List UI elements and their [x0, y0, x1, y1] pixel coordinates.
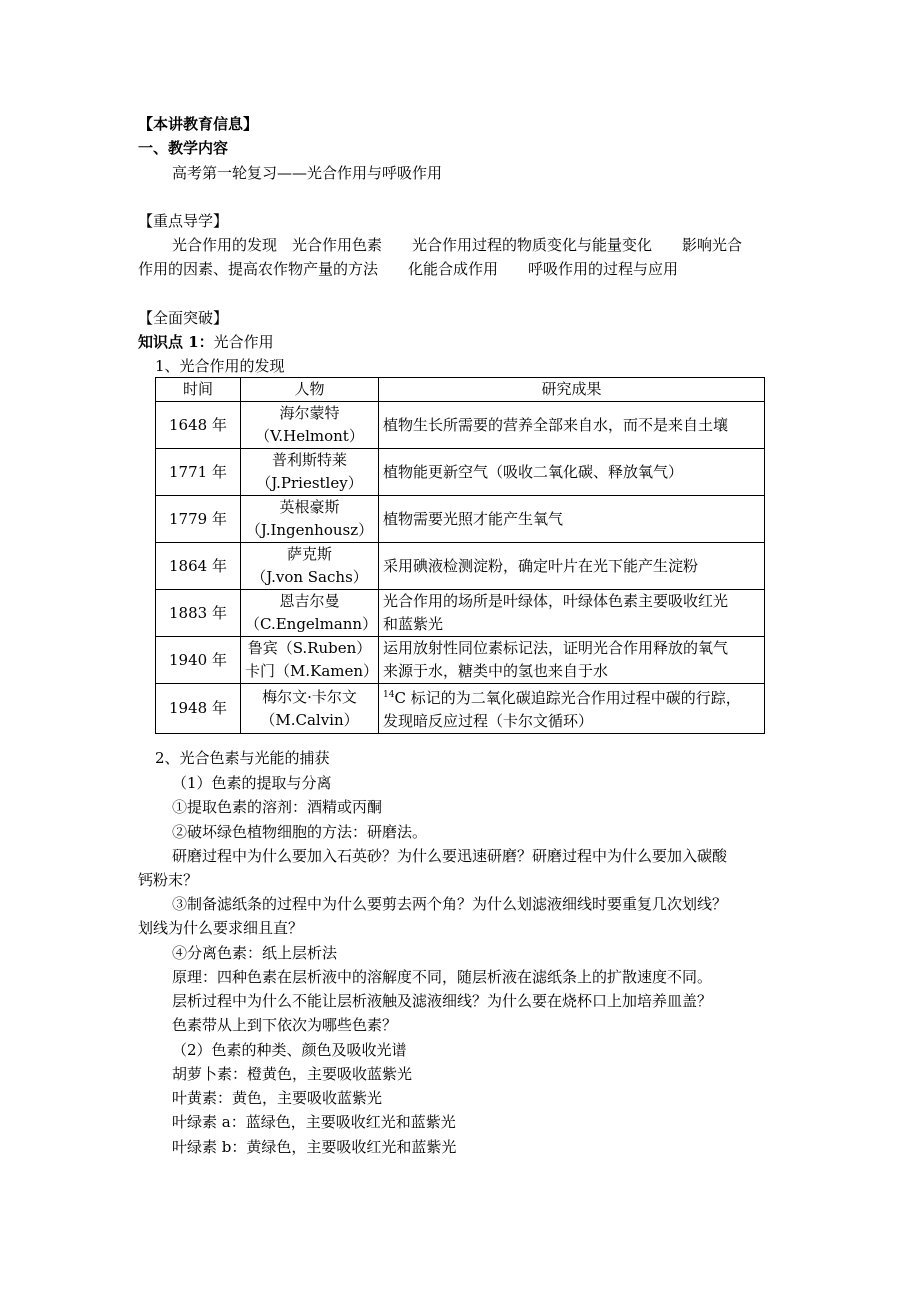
knowledge-point-text: 光合作用 — [213, 333, 274, 351]
person-cell: 恩吉尔曼 （C.Engelmann） — [241, 590, 379, 637]
pigment-step-3-line-2: 划线为什么要求细且直？ — [138, 919, 304, 937]
person-cell: 梅尔文·卡尔文 （M.Calvin） — [241, 684, 379, 734]
subsection-discovery: 1、光合作用的发现 — [155, 357, 285, 375]
table-row — [156, 449, 765, 496]
chlorophyll-a-line: 叶绿素 a：蓝绿色，主要吸收红光和蓝紫光 — [172, 1113, 456, 1131]
breakthrough-title: 【全面突破】 — [138, 309, 229, 327]
focus-title: 【重点导学】 — [138, 212, 229, 230]
chlorophyll-b-line: 叶绿素 b：黄绿色，主要吸收红光和蓝紫光 — [172, 1138, 457, 1156]
header-time: 时间 — [156, 378, 241, 402]
year-cell: 1948 年 — [156, 684, 241, 734]
subsection-pigments: 2、光合色素与光能的捕获 — [155, 749, 330, 767]
year-cell: 1648 年 — [156, 402, 241, 449]
person-cell: 鲁宾（S.Ruben） 卡门（M.Kamen） — [241, 637, 379, 684]
year-cell: 1864 年 — [156, 543, 241, 590]
focus-line-2: 作用的因素、提高农作物产量的方法 化能合成作用 呼吸作用的过程与应用 — [138, 260, 679, 278]
person-cell: 萨克斯 （J.von Sachs） — [241, 543, 379, 590]
focus-line-1: 光合作用的发现 光合作用色素 光合作用过程的物质变化与能量变化 影响光合 — [172, 236, 743, 254]
result-cell: 植物能更新空气（吸收二氧化碳、释放氧气） — [379, 449, 765, 496]
section-title-teaching-content: 一、教学内容 — [138, 139, 229, 157]
person-cell: 英根豪斯 （J.Ingenhousz） — [241, 496, 379, 543]
chromatography-question: 层析过程中为什么不能让层析液触及滤液细线？为什么要在烧杯口上加培养皿盖？ — [172, 992, 713, 1010]
grinding-question-line-2: 钙粉末？ — [138, 871, 199, 889]
table-row — [156, 684, 765, 734]
header-result: 研究成果 — [379, 378, 765, 402]
year-cell: 1779 年 — [156, 496, 241, 543]
table-row — [156, 496, 765, 543]
chromatography-principle: 原理：四种色素在层析液中的溶解度不同，随层析液在滤纸条上的扩散速度不同。 — [172, 968, 713, 986]
table-row — [156, 543, 765, 590]
result-cell: 运用放射性同位素标记法，证明光合作用释放的氧气 来源于水，糖类中的氢也来自于水 — [379, 637, 765, 684]
grinding-question-line-1: 研磨过程中为什么要加入石英砂？为什么要迅速研磨？研磨过程中为什么要加入碳酸 — [172, 847, 728, 865]
table-row — [156, 637, 765, 684]
pigment-band-question: 色素带从上到下依次为哪些色素？ — [172, 1016, 398, 1034]
pigment-step-3-line-1: ③制备滤纸条的过程中为什么要剪去两个角？为什么划滤液细线时要重复几次划线？ — [172, 895, 728, 913]
header-person: 人物 — [241, 378, 379, 402]
xanthophyll-line: 叶黄素：黄色，主要吸收蓝紫光 — [172, 1089, 383, 1107]
teaching-content-text: 高考第一轮复习——光合作用与呼吸作用 — [172, 164, 443, 182]
table-row — [156, 590, 765, 637]
pigment-step-4: ④分离色素：纸上层析法 — [172, 944, 338, 962]
discovery-history-table — [155, 377, 765, 734]
pigment-types-heading: （2）色素的种类、颜色及吸收光谱 — [172, 1041, 407, 1059]
result-cell: $^{14}$C 标记的为二氧化碳追踪光合作用过程中碳的行踪， 发现暗反应过程（卡尔文循环） — [379, 684, 765, 734]
year-cell: 1771 年 — [156, 449, 241, 496]
result-cell: 采用碘液检测淀粉，确定叶片在光下能产生淀粉 — [379, 543, 765, 590]
person-cell: 海尔蒙特 （V.Helmont） — [241, 402, 379, 449]
knowledge-point-label: 知识点 1： — [138, 333, 214, 351]
result-cell: 光合作用的场所是叶绿体，叶绿体色素主要吸收红光 和蓝紫光 — [379, 590, 765, 637]
result-cell: 植物生长所需要的营养全部来自水，而不是来自土壤 — [379, 402, 765, 449]
result-cell: 植物需要光照才能产生氧气 — [379, 496, 765, 543]
lesson-header: 【本讲教育信息】 — [138, 115, 259, 133]
pigment-step-1: ①提取色素的溶剂：酒精或丙酮 — [172, 798, 383, 816]
year-cell: 1883 年 — [156, 590, 241, 637]
table-row — [156, 402, 765, 449]
pigment-step-2: ②破坏绿色植物细胞的方法：研磨法。 — [172, 823, 428, 841]
knowledge-point-1 — [138, 330, 274, 354]
carotene-line: 胡萝卜素：橙黄色，主要吸收蓝紫光 — [172, 1065, 413, 1083]
person-cell: 普利斯特莱 （J.Priestley） — [241, 449, 379, 496]
table-header-row — [156, 378, 765, 402]
year-cell: 1940 年 — [156, 637, 241, 684]
pigment-extraction-heading: （1）色素的提取与分离 — [172, 774, 332, 792]
